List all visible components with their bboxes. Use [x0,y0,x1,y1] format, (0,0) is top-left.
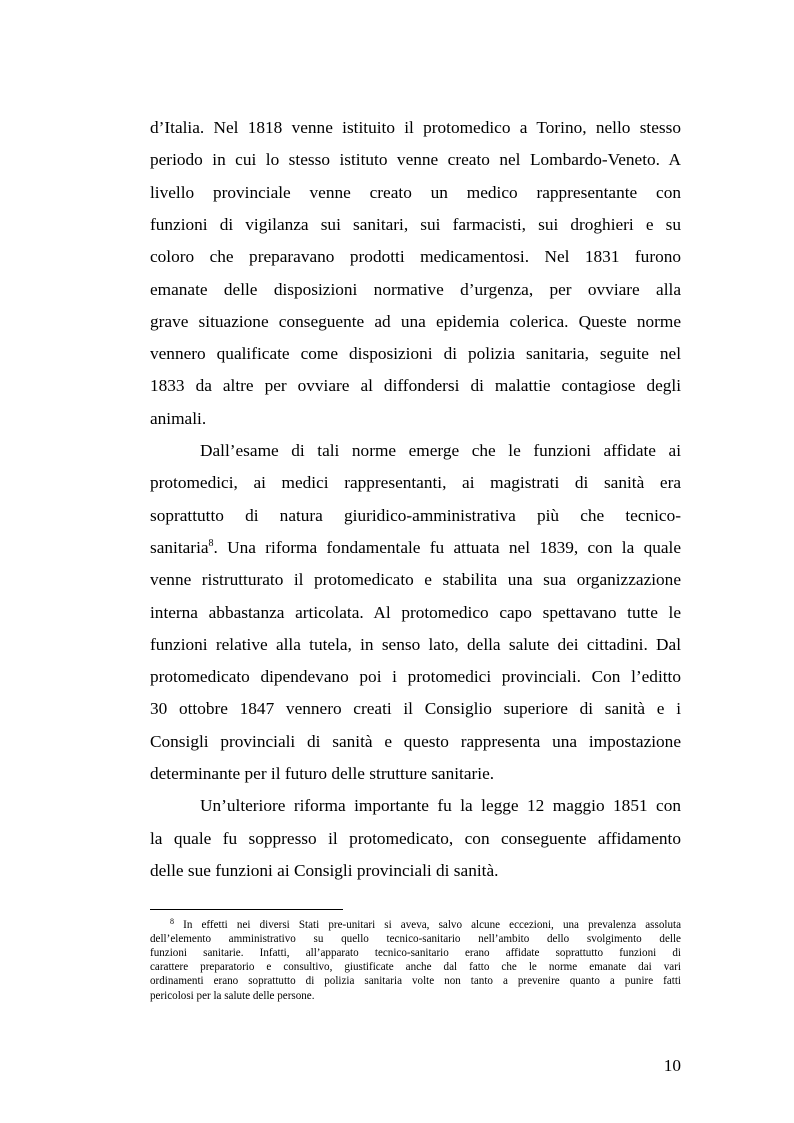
body-line: grave situazione conseguente ad una epidemia colerica. Queste norme [150,311,681,331]
footnote-mark: 8 [170,917,174,926]
footnote-line: funzioni sanitarie. Infatti, all’apparato tecnico-sanitario erano affidate soprattutto funzioni di [150,947,681,960]
body-line: animali. [150,408,207,428]
footnote-line [170,918,681,932]
body-line: 30 ottobre 1847 vennero creati il Consiglio superiore di sanità e i [150,699,681,719]
footnote-line: ordinamenti erano soprattutto di polizia sanitaria volte non tanto a prevenire quanto a punire fatti [150,975,681,988]
body-line: 1833 da altre per ovviare al diffondersi di malattie contagiose degli [150,376,681,396]
body-line: Un’ulteriore riforma importante fu la legge 12 maggio 1851 con [200,796,681,816]
body-text: sanitaria [150,537,209,557]
body-line: emanate delle disposizioni normative d’urgenza, per ovviare alla [150,279,681,299]
footnote-line: carattere preparatorio e consultivo, giustificate anche dal fatto che le norme emanate dai vari [150,961,681,974]
body-line: interna abbastanza articolata. Al protomedico capo spettavano tutte le [150,602,681,622]
footnote-reference[interactable]: 8 [208,537,214,549]
footnote-line: pericolosi per la salute delle persone. [150,989,315,1002]
body-line: Dall’esame di tali norme emerge che le funzioni affidate ai [200,441,681,460]
body-line [150,532,681,564]
body-line: determinante per il futuro delle strutture sanitarie. [150,764,495,783]
body-line: funzioni relative alla tutela, in senso lato, della salute dei cittadini. Dal [150,634,681,654]
body-line: funzioni di vigilanza sui sanitari, sui farmacisti, sui droghieri e su [150,214,681,234]
body-text: . Una riforma fondamentale fu attuata nel 1839, con la quale [213,537,681,557]
body-line: delle sue funzioni ai Consigli provinciali di sanità. [150,860,499,880]
body-line: vennero qualificate come disposizioni di polizia sanitaria, seguite nel [150,344,681,364]
body-line: la quale fu soppresso il protomedicato, con conseguente affidamento [150,828,681,848]
body-line: coloro che preparavano prodotti medicamentosi. Nel 1831 furono [150,247,681,267]
page-number: 10 [663,1056,681,1075]
body-line: Consigli provinciali di sanità e questo rappresenta una impostazione [150,731,681,751]
body-line: protomedici, ai medici rappresentanti, ai magistrati di sanità era [150,473,681,493]
body-line: periodo in cui lo stesso istituto venne creato nel Lombardo-Veneto. A [150,150,681,170]
body-line: protomedicato dipendevano poi i protomedici provinciali. Con l’editto [150,667,681,687]
body-line: soprattutto di natura giuridico-amministrativa più che tecnico- [150,505,681,525]
footnote-separator [150,909,343,910]
footnote-text: In effetti nei diversi Stati pre-unitari si aveva, salvo alcune eccezioni, una prevalenza assoluta [174,919,681,931]
footnote-line: dell’elemento amministrativo su quello tecnico-sanitario nell’ambito dello svolgimento delle [150,933,681,946]
body-line: venne ristrutturato il protomedicato e stabilita una sua organizzazione [150,570,681,590]
body-line: livello provinciale venne creato un medico rappresentante con [150,182,681,202]
body-line: d’Italia. Nel 1818 venne istituito il protomedico a Torino, nello stesso [150,118,681,137]
